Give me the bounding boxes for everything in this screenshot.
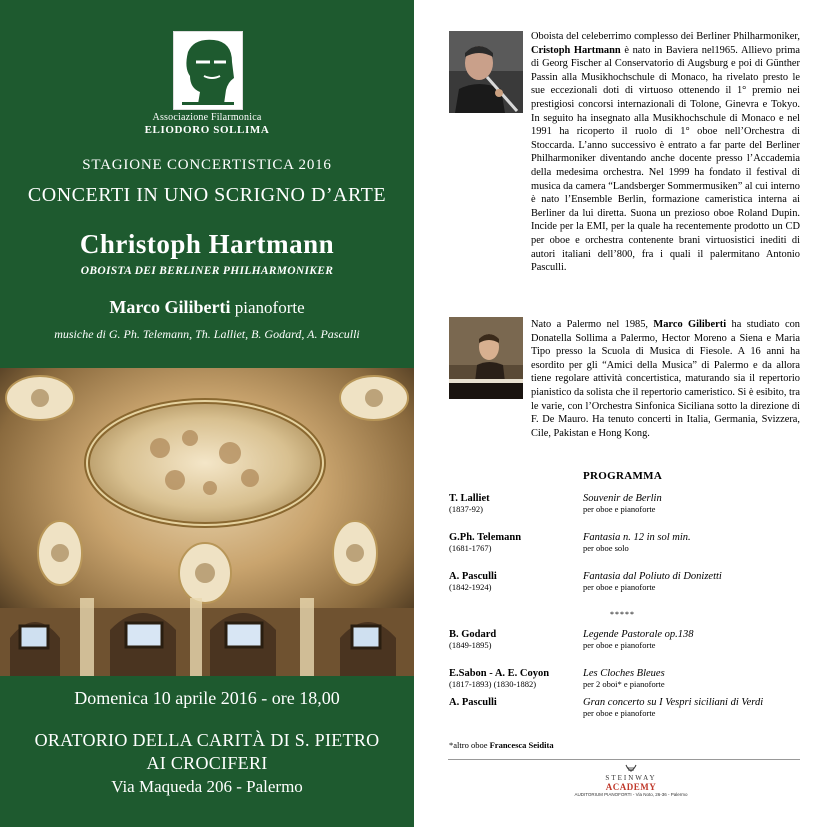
composer-name: G.Ph. Telemann [449, 532, 522, 543]
hartmann-bio [531, 30, 800, 275]
giliberti-bio [531, 318, 800, 440]
programme-composer [449, 532, 521, 554]
programme-work [583, 493, 662, 515]
soloist-role: OBOISTA DEI BERLINER PHILHARMONIKER [80, 265, 334, 277]
composer-name: T. Lalliet [449, 493, 490, 504]
venue-line1: ORATORIO DELLA CARITÀ DI S. PIETRO [34, 730, 380, 750]
programme-work [583, 668, 665, 690]
work-instrumentation: per oboe solo [583, 543, 629, 553]
programme-composer [449, 571, 497, 593]
programme-composer [449, 629, 496, 651]
work-title: Gran concerto su I Vespri siciliani di Verdi [583, 697, 764, 708]
programme-work [583, 697, 763, 719]
footnote-prefix: *altro oboe [449, 740, 490, 750]
footnote-name: Francesca Seidita [489, 740, 554, 750]
divider [448, 759, 800, 760]
giliberti-bio-name: Marco Giliberti [653, 319, 727, 330]
work-title: Legende Pastorale op.138 [583, 629, 694, 640]
soloist-name: Christoph Hartmann [79, 229, 335, 259]
work-instrumentation: per oboe e pianoforte [583, 504, 656, 514]
fresco-ceiling-image [0, 368, 414, 676]
giliberti-bio-text1: Nato a Palermo nel 1985, [531, 319, 654, 330]
programme-footnote [449, 740, 554, 750]
programme-composer [449, 697, 497, 708]
composer-years: (1849-1895) [449, 640, 492, 650]
composer-name: E.Sabon - A. E. Coyon [449, 668, 550, 679]
work-title: Souvenir de Berlin [583, 493, 662, 504]
composers-line: musiche di G. Ph. Telemann, Th. Lalliet, B. Godard, A. Pasculli [54, 327, 360, 341]
programme-work [583, 532, 691, 554]
work-instrumentation: per oboe e pianoforte [583, 640, 656, 650]
pianist-line [0, 297, 414, 318]
sponsor-brand: STEINWAY [605, 774, 657, 782]
programme-title: PROGRAMMA [583, 470, 663, 482]
programme-work [583, 629, 694, 651]
work-instrumentation: per oboe e pianoforte [583, 708, 656, 718]
composer-name: A. Pasculli [449, 571, 497, 582]
hartmann-bio-text1: Oboista del celeberrimo complesso dei Berliner Philharmoniker, [531, 31, 800, 42]
work-title: Les Cloches Bleues [583, 668, 665, 679]
hartmann-bio-name: Cristoph Hartmann [531, 44, 621, 56]
association-name-line1: Associazione Filarmonica [152, 112, 262, 123]
work-title: Fantasia dal Poliuto di Donizetti [583, 571, 722, 582]
work-instrumentation: per oboe e pianoforte [583, 582, 656, 592]
composer-name: A. Pasculli [449, 697, 497, 708]
association-name-line2: ELIODORO SOLLIMA [144, 124, 270, 136]
work-instrumentation: per 2 oboi* e pianoforte [583, 679, 665, 689]
portrait-logo-icon [174, 32, 242, 109]
hartmann-bio-text2: è nato in Baviera nel1965. Allievo prima di Georg Fischer al Conservatorio di Augsburg e poi di Günther Passin alla Musikhochschule di Monaco, ha rivelato presto le sue eccezionali doti di virtuoso ottenendo il 1° premio nei prestigiosi concorsi internazionali di Tolone, Ginevra e Tokyo. In seguito ha insegnato alla Musikhochschule di Monaco e nel 1991 ha ricoperto il ruolo di 1° oboe nell’Orchestra di Stoccarda. L’anno successivo è entrato a far parte del Berliner Philharmoniker diventando anche docente presso l’Accademia della medesima orchestra. Nel 1999 ha fondato il festival di musica da camera “Landsberger Sommermusiken” al cui interno è nato l’Ensemble Berlin, formazione cameristica interna ai Berliner da lui diretta. Suona un prezioso oboe Roland Dupin. Incide per la EMI, per la quale ha recentemente prodotto un CD per oboe e orchestra contenente brani virtuosistici inediti di autori italiani dell’800, fra i quali il palermitano Antonio Pasculli. [531, 44, 800, 274]
sponsor-academy: ACADEMY [605, 782, 657, 792]
composer-years: (1837-92) [449, 504, 483, 514]
association-logo [173, 31, 243, 110]
concert-date: Domenica 10 aprile 2016 - ore 18,00 [74, 688, 340, 708]
pianist-instrument: pianoforte [230, 298, 305, 317]
programme-composer [449, 493, 490, 515]
pianist-name: Marco Giliberti [109, 297, 231, 317]
programme-separator: ***** [610, 610, 635, 619]
lyre-icon [624, 764, 638, 774]
giliberti-bio-text2: ha studiato con Donatella Sollima a Palermo, Hector Moreno a Siena e Maria Tipo presso la Scuola di Musica di Fiesole. A 16 anni ha esordito per gli “Amici della Musica” di Palermo e da allora tiene regolare attività concertistica, maturando sia il repertorio pianistico da solista che il repertorio cameristico. Si è esibito, tra le varie, con l’Orchestra Sinfonica Siciliana sotto la direzione di F. De Mauro. Ha tenuto concerti in Italia, Germania, Svizzera, Cile, Pakistan e Hong Kong. [531, 319, 800, 439]
work-title: Fantasia n. 12 in sol min. [583, 532, 691, 543]
composer-years: (1842-1924) [449, 582, 492, 592]
composer-name: B. Godard [449, 629, 497, 640]
giliberti-photo [449, 317, 523, 399]
programme-work [583, 571, 722, 593]
hartmann-photo [449, 31, 523, 113]
sponsor-address: AUDITORIUM PIANOFORTI - Via Noto, 26-36 - Palermo [574, 792, 688, 797]
composer-years: (1681-1767) [449, 543, 492, 553]
composer-years: (1817-1893) (1830-1882) [449, 679, 537, 689]
venue-address: Via Maqueda 206 - Palermo [111, 777, 303, 796]
season-title: STAGIONE CONCERTISTICA 2016 [82, 157, 332, 173]
programme-composer [449, 668, 549, 690]
series-title: CONCERTI IN UNO SCRIGNO D’ARTE [27, 184, 387, 206]
venue-line2: AI CROCIFERI [146, 753, 268, 773]
